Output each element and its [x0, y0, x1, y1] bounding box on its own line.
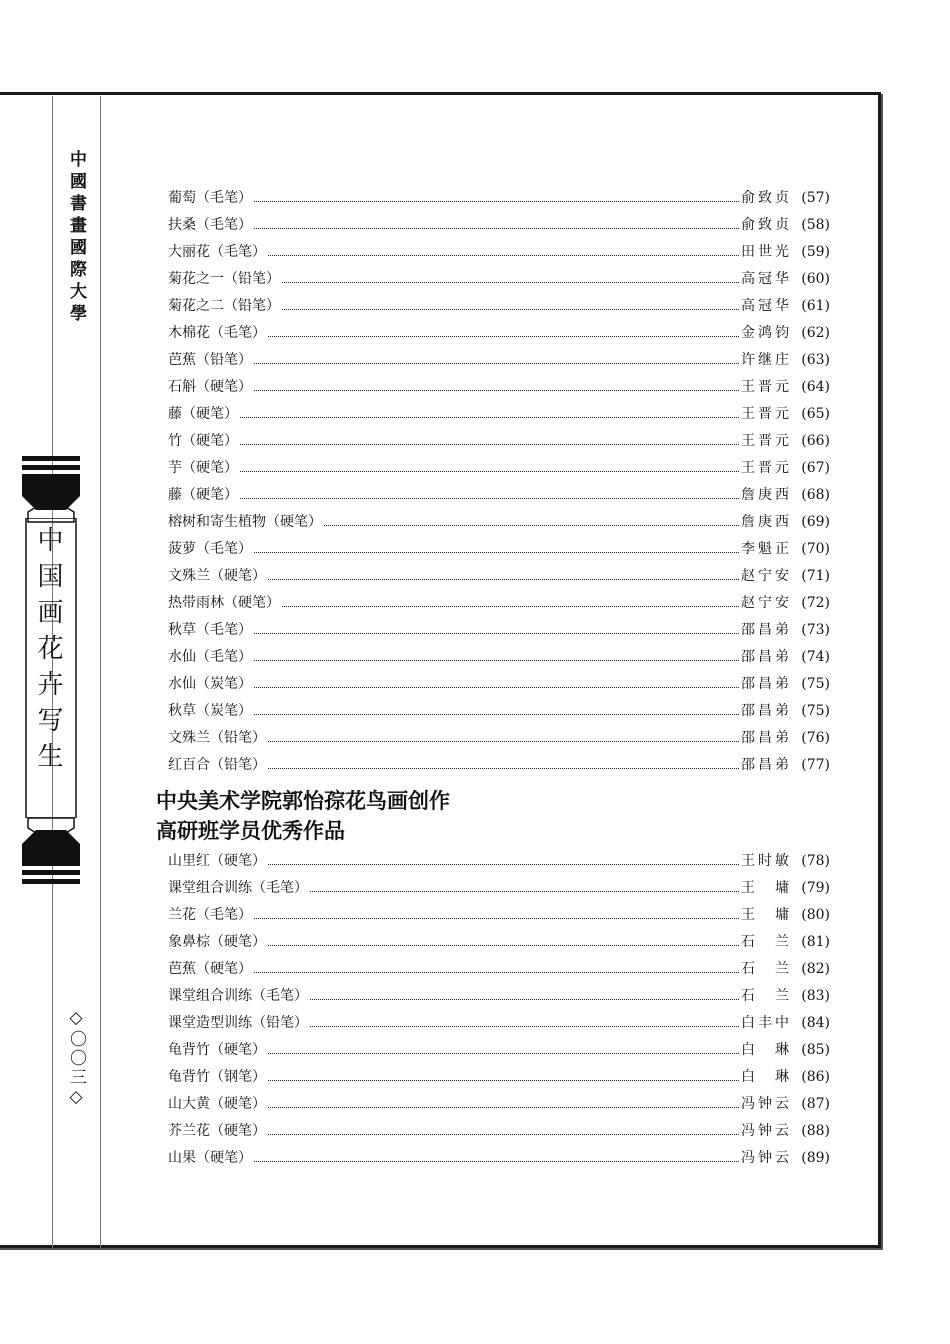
toc-entry-page: (83): [801, 988, 830, 1004]
toc-leader-dots: [268, 1052, 739, 1054]
toc-entry-page: (66): [801, 433, 830, 449]
toc-entry-title: 榕树和寄生植物（硬笔）: [168, 514, 322, 530]
toc-leader-dots: [254, 659, 739, 661]
toc-entry-title: 芋（硬笔）: [168, 460, 238, 476]
toc-entry-author: 俞致贞: [741, 217, 792, 233]
title-bar-bottom-1: [22, 870, 80, 875]
toc-entry-page: (69): [801, 514, 830, 530]
toc-entry: [168, 904, 830, 931]
toc-leader-dots: [282, 281, 739, 283]
toc-leader-dots: [254, 917, 739, 919]
toc-list-part2: [168, 850, 830, 1174]
toc-entry: [168, 754, 830, 781]
sidebar-rule-right: [100, 96, 101, 1248]
toc-entry-page: (81): [801, 934, 830, 950]
toc-entry: [168, 457, 830, 484]
toc-entry: [168, 646, 830, 673]
toc-leader-dots: [268, 1079, 739, 1081]
toc-entry-page: (78): [801, 853, 830, 869]
section-heading-line1: 中央美术学院郭怡孮花鸟画创作: [156, 789, 450, 813]
toc-entry-author: 冯钟云: [741, 1123, 792, 1139]
toc-leader-dots: [268, 335, 739, 337]
toc-entry: [168, 565, 830, 592]
toc-entry-title: 龟背竹（钢笔）: [168, 1069, 266, 1085]
toc-entry: [168, 295, 830, 322]
book-title: 中国画花卉写生: [33, 526, 63, 778]
toc-entry-author: 詹庚西: [741, 487, 792, 503]
toc-entry: [168, 322, 830, 349]
toc-entry: [168, 214, 830, 241]
toc-entry-author: 高冠华: [741, 271, 792, 287]
toc-entry-title: 竹（硬笔）: [168, 433, 238, 449]
toc-entry-title: 扶桑（毛笔）: [168, 217, 252, 233]
toc-entry: [168, 619, 830, 646]
toc-entry-author: 王 墉: [741, 907, 792, 923]
toc-entry-author: 王晋元: [741, 460, 792, 476]
toc-entry-page: (80): [801, 907, 830, 923]
toc-entry-author: 金鸿钧: [741, 325, 792, 341]
toc-leader-dots: [254, 632, 739, 634]
toc-entry: [168, 1120, 830, 1147]
toc-entry-author: 邵昌弟: [741, 703, 792, 719]
page-number: ◇〇〇三◇: [66, 1008, 86, 1109]
title-cap-bottom: [22, 816, 80, 866]
toc-entry-author: 白 琳: [741, 1042, 792, 1058]
toc-entry-page: (85): [801, 1042, 830, 1058]
toc-entry-title: 大丽花（毛笔）: [168, 244, 266, 260]
toc-entry: [168, 850, 830, 877]
toc-entry-page: (75): [801, 703, 830, 719]
toc-entry-author: 石 兰: [741, 961, 792, 977]
toc-entry-title: 菠萝（毛笔）: [168, 541, 252, 557]
toc-entry-page: (71): [801, 568, 830, 584]
toc-entry-author: 冯钟云: [741, 1096, 792, 1112]
toc-entry-author: 詹庚西: [741, 514, 792, 530]
toc-entry-author: 王晋元: [741, 406, 792, 422]
toc-leader-dots: [254, 713, 739, 715]
title-bar-top-1: [22, 456, 80, 461]
toc-entry-title: 文殊兰（硬笔）: [168, 568, 266, 584]
toc-entry: [168, 349, 830, 376]
toc-entry-title: 菊花之一（铅笔）: [168, 271, 280, 287]
toc-leader-dots: [254, 389, 739, 391]
toc-leader-dots: [268, 1133, 739, 1135]
toc-entry-page: (62): [801, 325, 830, 341]
toc-entry: [168, 376, 830, 403]
toc-entry-page: (58): [801, 217, 830, 233]
toc-leader-dots: [268, 254, 739, 256]
toc-entry-title: 水仙（毛笔）: [168, 649, 252, 665]
toc-leader-dots: [254, 200, 739, 202]
toc-entry-author: 许继庄: [741, 352, 792, 368]
toc-leader-dots: [282, 308, 739, 310]
toc-leader-dots: [268, 578, 739, 580]
toc-entry-page: (67): [801, 460, 830, 476]
toc-entry-page: (61): [801, 298, 830, 314]
toc-entry: [168, 700, 830, 727]
toc-entry: [168, 484, 830, 511]
toc-entry-page: (77): [801, 757, 830, 773]
toc-entry-title: 课堂组合训练（毛笔）: [168, 988, 308, 1004]
toc-leader-dots: [268, 740, 739, 742]
toc-entry-author: 邵昌弟: [741, 730, 792, 746]
toc-entry: [168, 268, 830, 295]
toc-entry-page: (57): [801, 190, 830, 206]
toc-entry-page: (75): [801, 676, 830, 692]
toc-entry-title: 兰花（毛笔）: [168, 907, 252, 923]
toc-leader-dots: [254, 971, 739, 973]
toc-entry-page: (84): [801, 1015, 830, 1031]
toc-leader-dots: [324, 524, 739, 526]
title-cap-top: [22, 474, 80, 524]
toc-entry-page: (64): [801, 379, 830, 395]
toc-entry-author: 高冠华: [741, 298, 792, 314]
toc-entry-author: 冯钟云: [741, 1150, 792, 1166]
toc-leader-dots: [240, 416, 739, 418]
toc-entry-title: 山果（硬笔）: [168, 1150, 252, 1166]
toc-entry: [168, 511, 830, 538]
toc-entry-author: 白丰中: [741, 1015, 792, 1031]
toc-leader-dots: [254, 227, 739, 229]
toc-entry-page: (88): [801, 1123, 830, 1139]
toc-entry-page: (89): [801, 1150, 830, 1166]
toc-entry: [168, 1012, 830, 1039]
toc-entry-title: 课堂组合训练（毛笔）: [168, 880, 308, 896]
toc-entry-author: 邵昌弟: [741, 622, 792, 638]
toc-entry: [168, 1093, 830, 1120]
toc-entry-author: 邵昌弟: [741, 757, 792, 773]
title-bar-top-2: [22, 465, 80, 470]
title-bar-bottom-2: [22, 879, 80, 884]
toc-entry-author: 邵昌弟: [741, 649, 792, 665]
university-name: 中國書畫國際大學: [66, 150, 86, 326]
toc-entry-title: 藤（硬笔）: [168, 487, 238, 503]
toc-entry-page: (59): [801, 244, 830, 260]
toc-leader-dots: [310, 890, 739, 892]
toc-leader-dots: [268, 863, 739, 865]
toc-entry-page: (73): [801, 622, 830, 638]
toc-entry-author: 赵宁安: [741, 595, 792, 611]
toc-entry-page: (72): [801, 595, 830, 611]
toc-entry-title: 山大黄（硬笔）: [168, 1096, 266, 1112]
toc-entry: [168, 538, 830, 565]
toc-entry-author: 赵宁安: [741, 568, 792, 584]
toc-list-part1: [168, 187, 830, 781]
toc-entry-title: 葡萄（毛笔）: [168, 190, 252, 206]
toc-entry: [168, 403, 830, 430]
toc-leader-dots: [240, 470, 739, 472]
toc-leader-dots: [268, 1106, 739, 1108]
toc-entry-author: 王晋元: [741, 379, 792, 395]
toc-leader-dots: [310, 1025, 739, 1027]
toc-entry-title: 山里红（硬笔）: [168, 853, 266, 869]
toc-entry-title: 藤（硬笔）: [168, 406, 238, 422]
toc-entry-title: 菊花之二（铅笔）: [168, 298, 280, 314]
section-heading-line2: 高研班学员优秀作品: [156, 819, 345, 843]
toc-entry-page: (82): [801, 961, 830, 977]
toc-entry: [168, 241, 830, 268]
toc-entry-author: 王晋元: [741, 433, 792, 449]
toc-entry-page: (74): [801, 649, 830, 665]
toc-entry: [168, 877, 830, 904]
toc-entry-page: (60): [801, 271, 830, 287]
toc-entry-author: 王时敏: [741, 853, 792, 869]
toc-entry: [168, 1147, 830, 1174]
toc-entry-title: 秋草（毛笔）: [168, 622, 252, 638]
toc-entry-page: (76): [801, 730, 830, 746]
toc-entry-page: (65): [801, 406, 830, 422]
section-heading: [156, 786, 450, 846]
toc-entry: [168, 1039, 830, 1066]
toc-entry-title: 石斛（硬笔）: [168, 379, 252, 395]
toc-entry: [168, 592, 830, 619]
toc-leader-dots: [254, 1160, 739, 1162]
toc-entry: [168, 1066, 830, 1093]
toc-entry-title: 象鼻棕（硬笔）: [168, 934, 266, 950]
toc-entry-author: 石 兰: [741, 934, 792, 950]
toc-leader-dots: [282, 605, 739, 607]
toc-leader-dots: [268, 944, 739, 946]
toc-leader-dots: [240, 497, 739, 499]
toc-entry-title: 芭蕉（硬笔）: [168, 961, 252, 977]
toc-entry-page: (87): [801, 1096, 830, 1112]
toc-entry-author: 李魁正: [741, 541, 792, 557]
toc-entry-page: (86): [801, 1069, 830, 1085]
toc-entry-author: 田世光: [741, 244, 792, 260]
toc-entry-title: 水仙（炭笔）: [168, 676, 252, 692]
toc-entry-title: 秋草（炭笔）: [168, 703, 252, 719]
toc-entry-title: 龟背竹（硬笔）: [168, 1042, 266, 1058]
toc-entry-title: 红百合（铅笔）: [168, 757, 266, 773]
toc-entry: [168, 187, 830, 214]
toc-entry-title: 芥兰花（硬笔）: [168, 1123, 266, 1139]
toc-leader-dots: [254, 551, 739, 553]
toc-entry-author: 石 兰: [741, 988, 792, 1004]
toc-entry: [168, 430, 830, 457]
toc-entry: [168, 958, 830, 985]
toc-entry-title: 文殊兰（铅笔）: [168, 730, 266, 746]
toc-entry-page: (79): [801, 880, 830, 896]
toc-entry-author: 王 墉: [741, 880, 792, 896]
toc-entry-title: 热带雨林（硬笔）: [168, 595, 280, 611]
book-title-block: [22, 456, 82, 888]
toc-leader-dots: [240, 443, 739, 445]
toc-entry-author: 白 琳: [741, 1069, 792, 1085]
toc-entry-title: 木棉花（毛笔）: [168, 325, 266, 341]
toc-entry: [168, 673, 830, 700]
toc-entry: [168, 985, 830, 1012]
toc-leader-dots: [254, 686, 739, 688]
toc-leader-dots: [254, 362, 739, 364]
toc-entry-title: 课堂造型训练（铅笔）: [168, 1015, 308, 1031]
toc-leader-dots: [268, 767, 739, 769]
toc-entry-page: (68): [801, 487, 830, 503]
toc-entry-page: (70): [801, 541, 830, 557]
toc-entry-author: 邵昌弟: [741, 676, 792, 692]
toc-entry: [168, 727, 830, 754]
toc-entry-page: (63): [801, 352, 830, 368]
toc-entry: [168, 931, 830, 958]
toc-entry-author: 俞致贞: [741, 190, 792, 206]
toc-leader-dots: [310, 998, 739, 1000]
toc-entry-title: 芭蕉（铅笔）: [168, 352, 252, 368]
